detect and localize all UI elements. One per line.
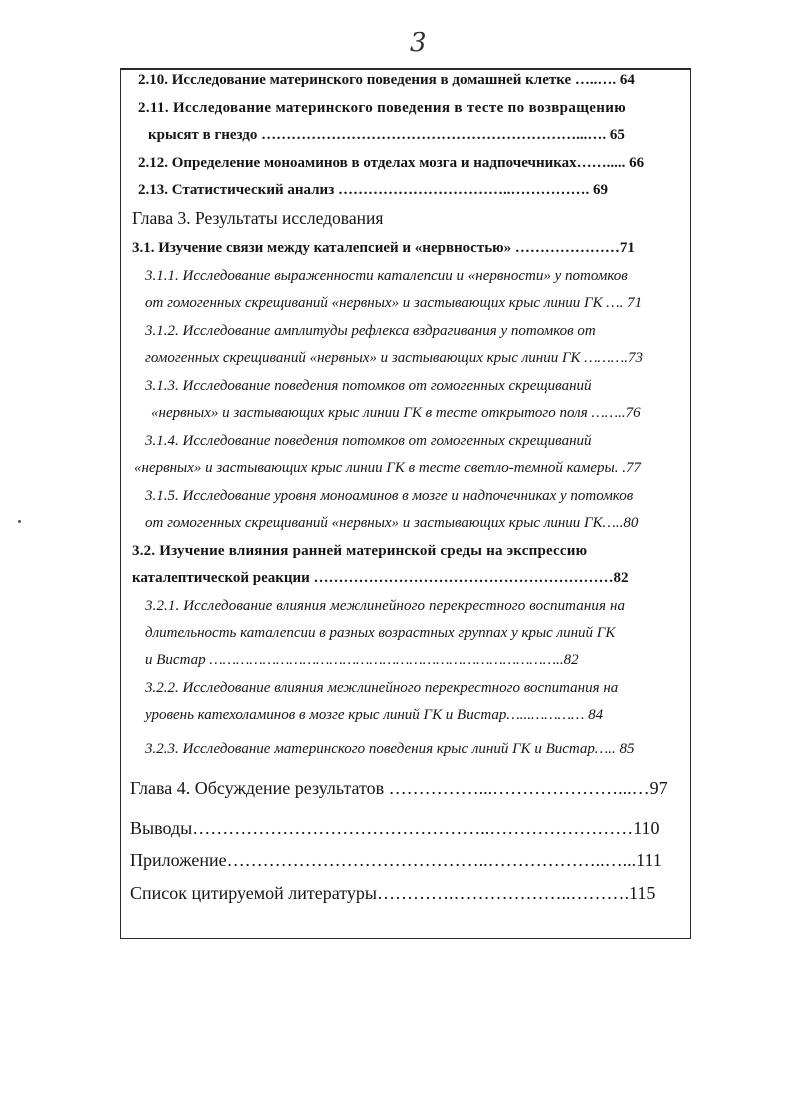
toc-subsection-3-1-4-cont: «нервных» и застывающих крыс линии ГК в тесте светло-темной камеры. .77	[134, 460, 641, 476]
toc-subsection-3-2-1-cont: длительность каталепсии в разных возрастных группах у крыс линий ГК	[145, 625, 616, 641]
toc-references: Список цитируемой литературы………….………………..……….115	[130, 883, 656, 903]
toc-subsection-3-2-1-cont2: и Вистар ……………………………………………………………………..82	[145, 652, 579, 668]
toc-chapter-3: Глава 3. Результаты исследования	[132, 208, 384, 228]
toc-subsection-3-1-2: 3.1.2. Исследование амплитуды рефлекса вздрагивания у потомков от	[145, 323, 596, 339]
toc-subsection-3-1-4: 3.1.4. Исследование поведения потомков от гомогенных скрещиваний	[145, 433, 592, 449]
toc-subsection-3-2-3: 3.2.3. Исследование материнского поведения крыс линий ГК и Вистар….. 85	[145, 741, 635, 757]
toc-subsection-3-1-2-cont: гомогенных скрещиваний «нервных» и застывающих крыс линии ГК ……….73	[145, 350, 643, 366]
toc-subsection-3-1-3-cont: «нервных» и застывающих крыс линии ГК в тесте открытого поля ……..76	[151, 405, 641, 421]
toc-entry-2-13: 2.13. Статистический анализ ……………………………..……………. 69	[138, 182, 608, 198]
toc-entry-2-12: 2.12. Определение моноаминов в отделах мозга и надпочечниках……..... 66	[138, 155, 645, 171]
toc-subsection-3-1-1-cont: от гомогенных скрещиваний «нервных» и застывающих крыс линии ГК …. 71	[145, 295, 643, 311]
toc-chapter-4: Глава 4. Обсуждение результатов ……………...…………………...…97	[130, 778, 668, 798]
toc-entry-2-10: 2.10. Исследование материнского поведения в домашней клетке …..…. 64	[138, 72, 635, 88]
page-number: 3	[410, 28, 427, 58]
toc-subsection-3-1-5: 3.1.5. Исследование уровня моноаминов в мозге и надпочечниках у потомков	[145, 488, 634, 504]
toc-entry-2-11: 2.11. Исследование материнского поведения в тесте по возвращению	[138, 100, 627, 116]
toc-subsection-3-1-5-cont: от гомогенных скрещиваний «нервных» и застывающих крыс линии ГК…..80	[145, 515, 639, 531]
toc-subsection-3-2-2-cont: уровень катехоламинов в мозге крыс линий ГК и Вистар…...………… 84	[145, 707, 604, 723]
toc-section-3-2: 3.2. Изучение влияния ранней материнской среды на экспрессию	[132, 543, 588, 559]
toc-conclusions: Выводы…………………………………………..……………………110	[130, 818, 660, 838]
scan-speck	[18, 520, 21, 523]
toc-entry-2-11-cont: крысят в гнездо ………………………………………………………...…. 65	[148, 127, 625, 143]
toc-subsection-3-2-1: 3.2.1. Исследование влияния межлинейного перекрестного воспитания на	[145, 598, 626, 614]
toc-section-3-2-cont: каталептической реакции ……………………………………………………82	[132, 570, 629, 586]
toc-subsection-3-1-1: 3.1.1. Исследование выраженности каталепсии и «нервности» у потомков	[145, 268, 628, 284]
toc-subsection-3-1-3: 3.1.3. Исследование поведения потомков от гомогенных скрещиваний	[145, 378, 592, 394]
toc-appendix: Приложение……………………………………..………………..…...111	[130, 850, 662, 870]
toc-section-3-1: 3.1. Изучение связи между каталепсией и «нервностью» …………………71	[132, 240, 635, 256]
toc-subsection-3-2-2: 3.2.2. Исследование влияния межлинейного перекрестного воспитания на	[145, 680, 619, 696]
